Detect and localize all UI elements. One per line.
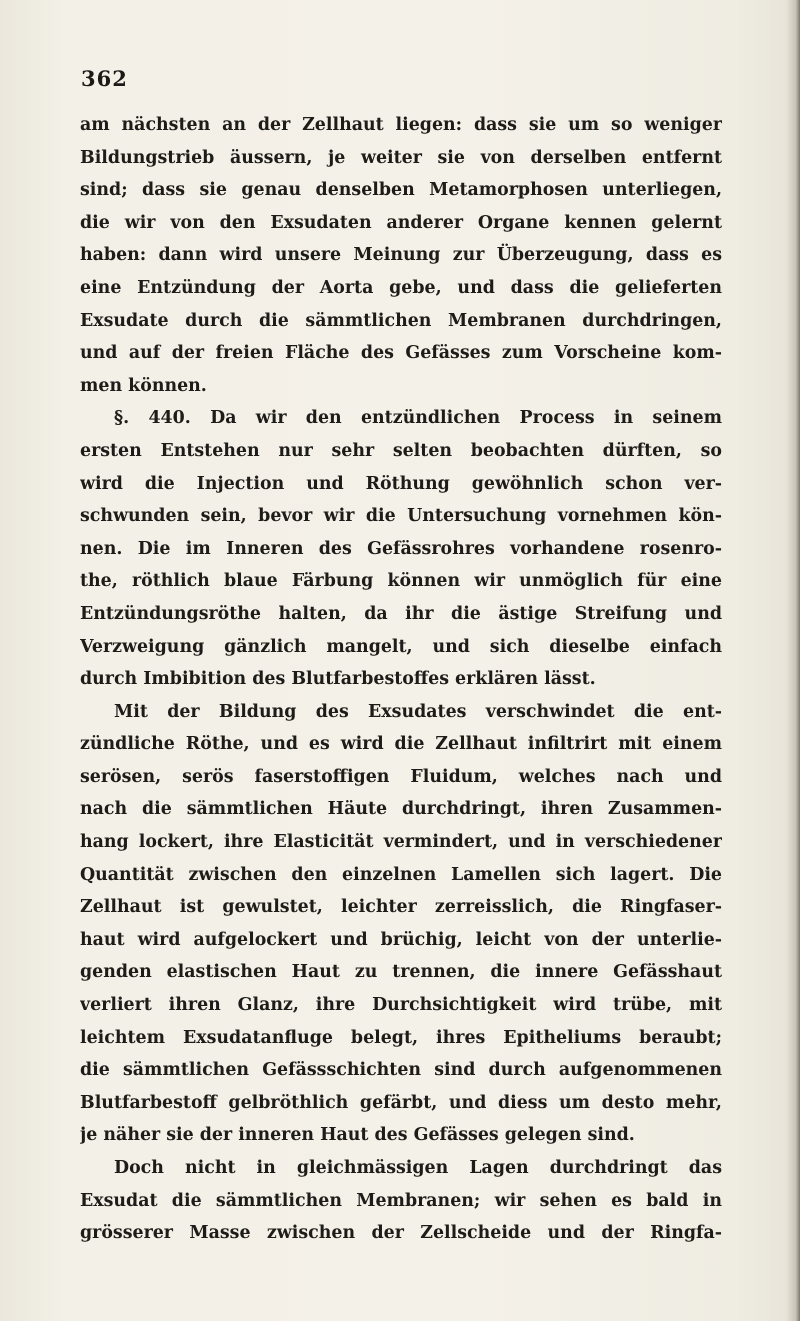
text-line: Mit der Bildung des Exsudates verschwindet die ent-	[114, 701, 722, 722]
text-line: nen. Die im Inneren des Gefässrohres vorhandene rosenro-	[80, 538, 722, 559]
text-line: und auf der freien Fläche des Gefässes zum Vorscheine kom-	[80, 343, 722, 364]
text-line: zündliche Röthe, und es wird die Zellhaut infiltrirt mit einem	[80, 734, 722, 755]
text-line: genden elastischen Haut zu trennen, die innere Gefässhaut	[80, 962, 722, 983]
text-line: je näher sie der inneren Haut des Gefässes gelegen sind.	[80, 1125, 635, 1146]
text-line: ersten Entstehen nur sehr selten beobachten dürften, so	[80, 440, 722, 461]
text-line: hang lockert, ihre Elasticität vermindert, und in verschiedener	[80, 832, 722, 853]
text-line: Verzweigung gänzlich mangelt, und sich dieselbe einfach	[80, 636, 722, 657]
text-line: wird die Injection und Röthung gewöhnlich schon ver-	[80, 473, 722, 494]
text-line: Entzündungsröthe halten, da ihr die ästige Streifung und	[80, 603, 722, 624]
text-line: am nächsten an der Zellhaut liegen: dass sie um so weniger	[80, 115, 722, 135]
body-text	[80, 109, 722, 1250]
page-number: 362	[81, 66, 128, 91]
text-line: haben: dann wird unsere Meinung zur Überzeugung, dass es	[80, 245, 722, 266]
text-line: verliert ihren Glanz, ihre Durchsichtigkeit wird trübe, mit	[80, 995, 722, 1016]
text-line: Quantität zwischen den einzelnen Lamellen sich lagert. Die	[80, 864, 722, 885]
text-line: Zellhaut ist gewulstet, leichter zerreisslich, die Ringfaser-	[80, 897, 722, 918]
text-line: sind; dass sie genau denselben Metamorphosen unterliegen,	[80, 180, 722, 201]
text-line: haut wird aufgelockert und brüchig, leicht von der unterlie-	[80, 929, 722, 950]
page-edge-shadow	[786, 0, 800, 1321]
text-line: nach die sämmtlichen Häute durchdringt, ihren Zusammen-	[80, 799, 722, 820]
text-line: Blutfarbestoff gelbröthlich gefärbt, und diess um desto mehr,	[80, 1092, 722, 1113]
text-line: §. 440. Da wir den entzündlichen Process in seinem	[114, 408, 722, 429]
text-line: eine Entzündung der Aorta gebe, und dass die gelieferten	[80, 277, 722, 298]
text-line: leichtem Exsudatanfluge belegt, ihres Epitheliums beraubt;	[80, 1027, 722, 1048]
text-line: men können.	[80, 375, 207, 396]
text-line: Doch nicht in gleichmässigen Lagen durchdringt das	[114, 1158, 722, 1178]
text-line: die sämmtlichen Gefässschichten sind durch aufgenommenen	[80, 1060, 722, 1081]
text-line: Exsudat die sämmtlichen Membranen; wir sehen es bald in	[80, 1190, 722, 1211]
text-line: Exsudate durch die sämmtlichen Membranen durchdringen,	[80, 310, 722, 331]
text-line: die wir von den Exsudaten anderer Organe kennen gelernt	[80, 212, 722, 233]
text-line: the, röthlich blaue Färbung können wir unmöglich für eine	[80, 571, 722, 592]
text-line: schwunden sein, bevor wir die Untersuchung vornehmen kön-	[80, 506, 722, 527]
text-line: Bildungstrieb äussern, je weiter sie von derselben entfernt	[80, 147, 722, 168]
text-line: serösen, serös faserstoffigen Fluidum, welches nach und	[80, 766, 722, 787]
text-line: durch Imbibition des Blutfarbestoffes erklären lässt.	[80, 669, 596, 690]
text-line: grösserer Masse zwischen der Zellscheide und der Ringfa-	[80, 1223, 722, 1244]
